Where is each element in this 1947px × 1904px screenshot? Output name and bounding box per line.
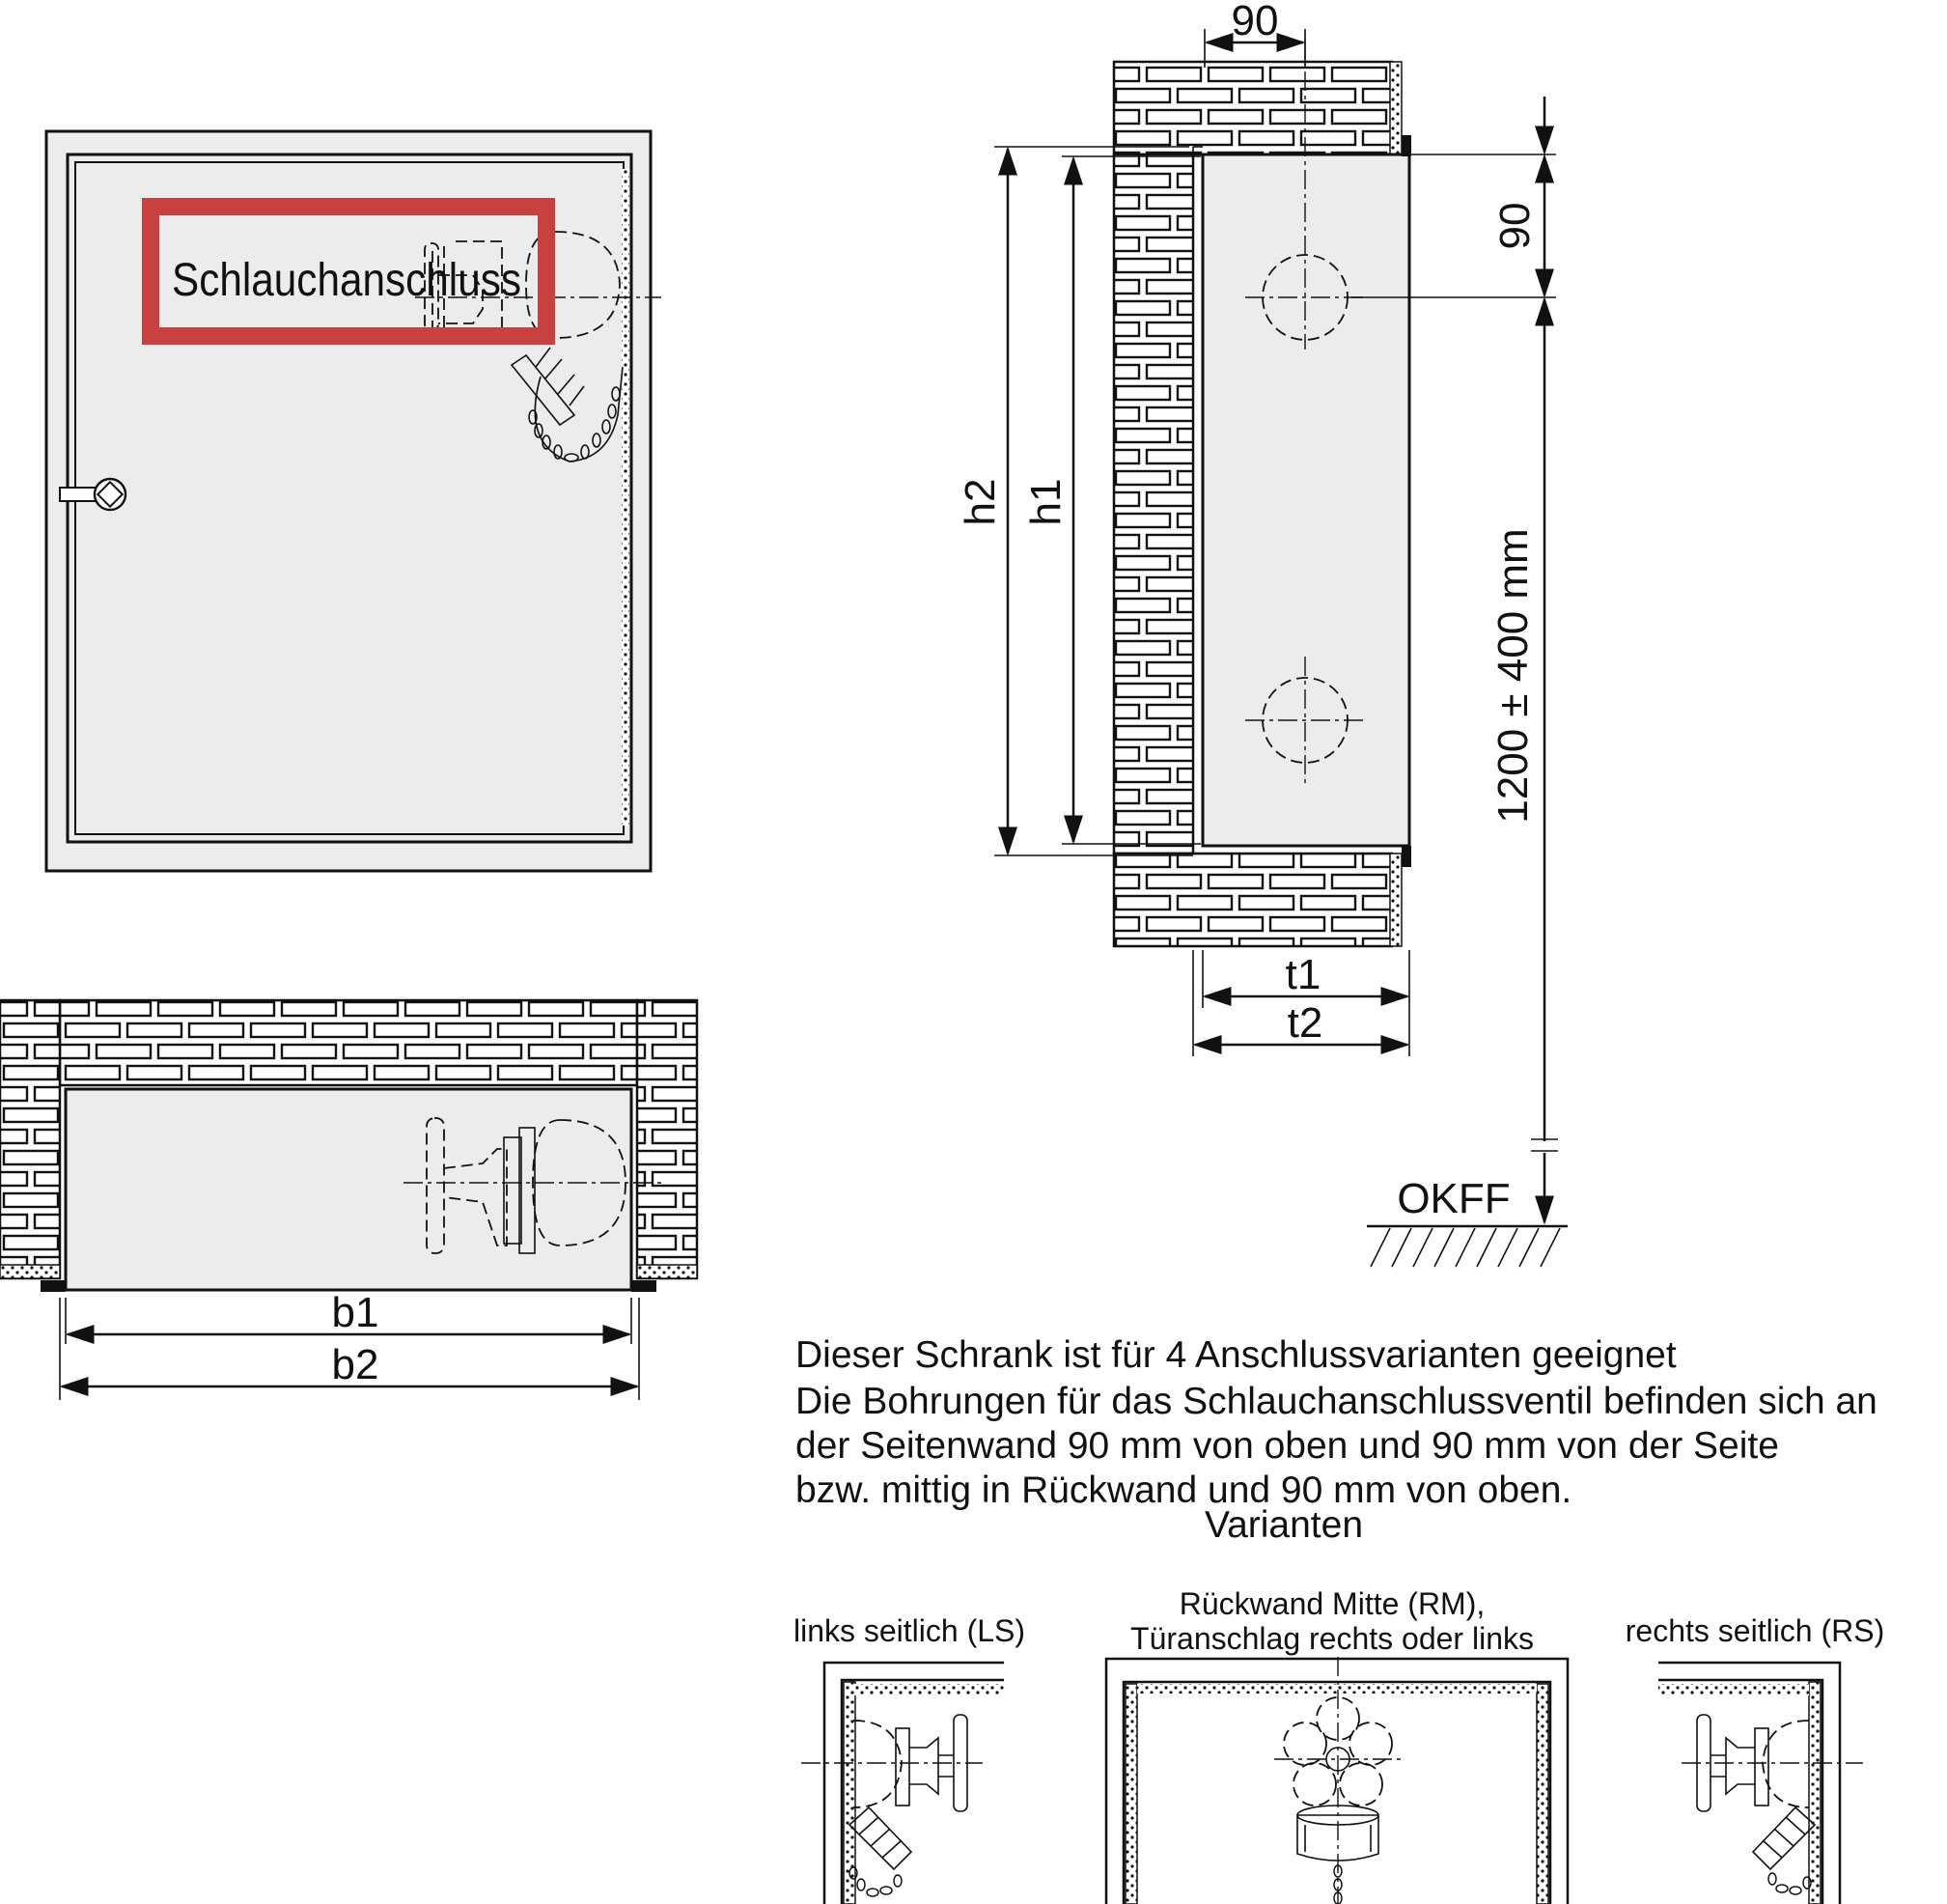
description-line-1: Dieser Schrank ist für 4 Anschlussvarianten geeignet [795,1334,1677,1376]
hose-valve-middle-icon [1274,1657,1402,1904]
description-line-2: Die Bohrungen für das Schlauchanschlussventil befinden sich an [795,1381,1877,1422]
wall-lower-bricks [1114,854,1392,946]
wall-back-bricks [1114,154,1193,854]
side-section-view [1114,39,1411,946]
description-text [795,1334,1877,1546]
description-line-3: der Seitenwand 90 mm von oben und 90 mm von der Seite [795,1425,1779,1467]
depth-dimensions [1193,950,1409,1056]
floor-reference [1367,1175,1568,1267]
hose-connection-sign-text: Schlauchanschluss [172,255,521,306]
variant-back-middle [1106,1586,1568,1904]
top-width-label: 90 [1231,0,1279,44]
width-outer-label: b2 [331,1341,379,1388]
height-inner-label: h1 [1022,478,1070,526]
cabinet-top-section [66,1089,631,1290]
door-hinge-strip [622,169,629,826]
mount-height-label: 1200 ± 400 mm [1489,528,1537,824]
width-inner-label: b1 [331,1289,379,1336]
top-offset-label: 90 [1491,202,1539,250]
variant-left-side [793,1613,1025,1904]
hose-valve-right-icon [1682,1715,1863,1894]
depth-outer-label: t2 [1287,999,1323,1047]
variant-right-side [1626,1613,1885,1904]
variant-left-label: links seitlich (LS) [793,1613,1026,1648]
hose-valve-left-icon [801,1715,983,1896]
variants-title: Varianten [1204,1504,1364,1546]
floor-label: OKFF [1397,1175,1511,1222]
variant-middle-label-line1: Rückwand Mitte (RM), [1179,1586,1486,1621]
wall-top-bricks [60,1000,637,1085]
variant-right-label: rechts seitlich (RS) [1625,1613,1885,1648]
wall-upper-bricks [1114,62,1392,154]
wall-right-bricks [637,1000,697,1278]
height-outer-label: h2 [957,478,1004,526]
wall-left-bricks [0,1000,60,1278]
variant-middle-label-line2: Türanschlag rechts oder links [1130,1621,1534,1656]
top-section-view [0,1000,697,1292]
width-dimensions [60,1289,639,1400]
description-line-4: bzw. mittig in Rückwand und 90 mm von oben. [795,1470,1572,1511]
top-90-dimension [1205,0,1305,68]
depth-inner-label: t1 [1285,951,1321,998]
cabinet-side-section [1203,154,1409,846]
door-front-view [46,131,661,871]
